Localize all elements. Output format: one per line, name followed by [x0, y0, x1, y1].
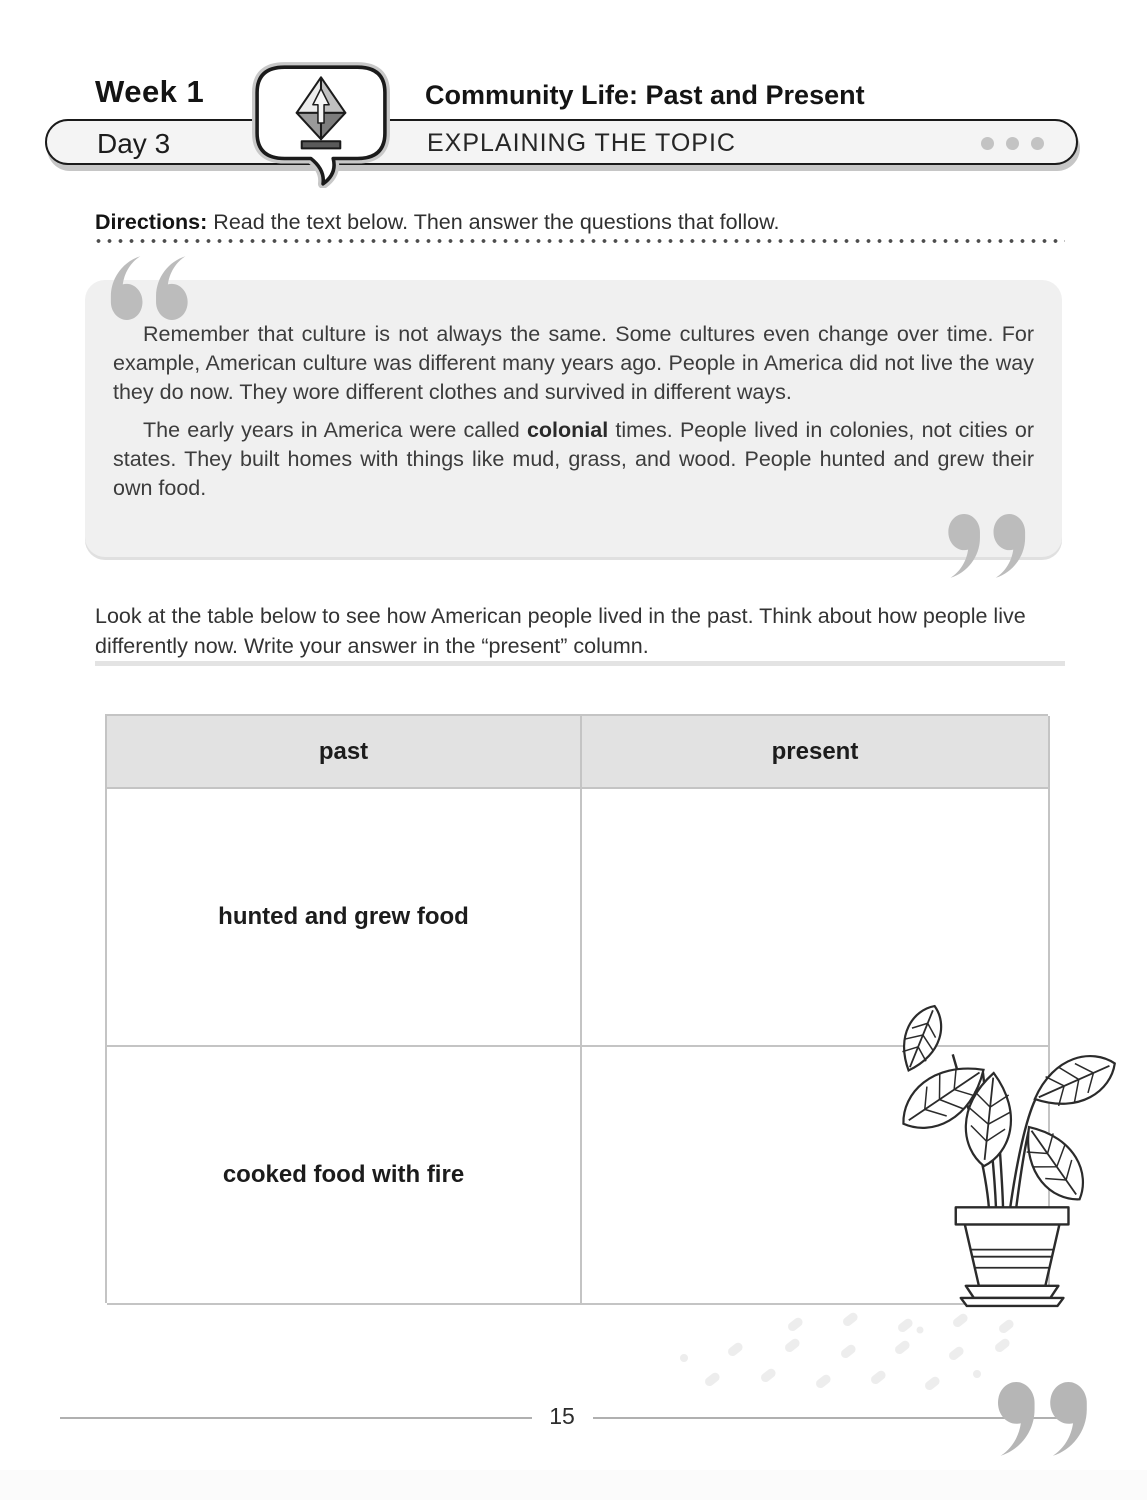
ellipsis-dots-decoration [981, 137, 1044, 150]
directions-line [95, 210, 1065, 235]
table-instruction-text: Look at the table below to see how American people lived in the past. Think about how people live differently now. Write your answer in the “present” column. [95, 604, 1026, 658]
passage-paragraph-2-text-cont: times. People lived in colonies, not cities or states. They built homes with things like mud, grass, and wood. People hunted and grew their own food. [113, 418, 1034, 500]
table-cell-past-row2: cooked food with fire [107, 1047, 582, 1305]
pen-nib-speech-bubble-icon [250, 62, 392, 188]
potted-plant-illustration [868, 998, 1120, 1310]
close-quote-icon [948, 514, 1030, 584]
week-label: Week 1 [95, 74, 205, 109]
passage-paragraph-2 [113, 416, 1034, 503]
day-label: Day 3 [97, 128, 171, 159]
instruction-divider [95, 661, 1065, 666]
header-pill [45, 119, 1078, 165]
footer-rule-left [60, 1417, 532, 1419]
lesson-title: Community Life: Past and Present [425, 80, 865, 110]
directions-label: Directions: [95, 210, 208, 234]
footer-close-quote-icon [998, 1382, 1092, 1463]
open-quote-icon [106, 250, 188, 320]
reading-passage-box [85, 280, 1062, 557]
dotted-divider [93, 238, 1065, 244]
page-bottom-tint [0, 1470, 1147, 1500]
lesson-type-label: EXPLAINING THE TOPIC [427, 129, 736, 157]
column-header-past: past [107, 716, 582, 789]
vocabulary-word: colonial [526, 418, 609, 442]
column-header-present: present [582, 716, 1050, 789]
table-cell-past-row1: hunted and grew food [107, 789, 582, 1047]
directions-text: Read the text below. Then answer the questions that follow. [207, 210, 780, 234]
passage-paragraph-2-text: The early years in America were called [143, 418, 527, 442]
page-number: 15 [549, 1403, 575, 1429]
passage-paragraph-1: Remember that culture is not always the same. Some cultures even change over time. For example, American culture was different many years ago. People in America did not live the way they do now. They wore different clothes and survived in different ways. [113, 322, 1034, 404]
confetti-dashes-decoration [672, 1312, 1017, 1402]
